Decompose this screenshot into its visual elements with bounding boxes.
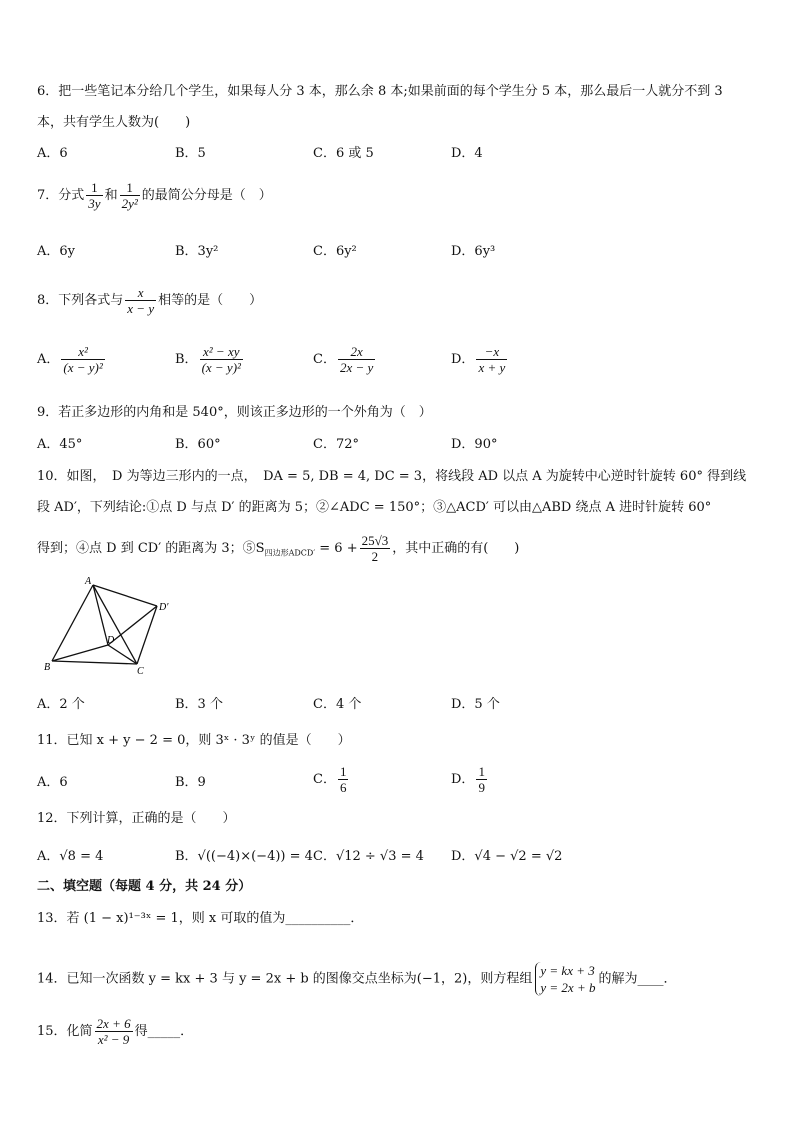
q12-option-c: C．√12 ÷ √3 = 4 bbox=[313, 849, 424, 864]
q7-option-c: C．6y² bbox=[313, 244, 357, 259]
q7-f1-den: 3y bbox=[88, 196, 101, 211]
q14-eq2: y = 2x + b bbox=[540, 980, 596, 995]
q7-option-d: D．6y³ bbox=[451, 244, 496, 259]
q10-option-b: B．3 个 bbox=[175, 697, 223, 712]
q8-option-d bbox=[451, 344, 509, 375]
q8-d-label: D． bbox=[451, 352, 475, 367]
q8-c-fraction bbox=[338, 344, 375, 375]
q8-d-num: −x bbox=[476, 344, 507, 360]
q8-b-num: x² − xy bbox=[200, 344, 243, 360]
q8-stem bbox=[37, 285, 262, 316]
q8-c-label: C． bbox=[313, 352, 336, 367]
q14-pre: 14．已知一次函数 y = kx + 3 与 y = 2x + b 的图像交点坐标为(−1，2)，则方程组 bbox=[37, 971, 533, 987]
q10-line2: 段 AD′，下列结论:①点 D 与点 D′ 的距离为 5；②∠ADC = 150°；③△ACD′ 可以由△ABD 绕点 A 进时针旋转 60° bbox=[37, 500, 712, 515]
q10-fraction bbox=[360, 533, 391, 564]
label-c: C bbox=[137, 666, 144, 677]
q7-f1-num: 1 bbox=[86, 180, 102, 196]
label-d: D bbox=[107, 635, 115, 646]
q8-suffix: 相等的是（ ） bbox=[158, 293, 263, 308]
q8-d-fraction bbox=[476, 344, 507, 375]
q10-line3-eq: = 6 + bbox=[315, 541, 358, 556]
q11-c-fraction bbox=[338, 764, 349, 795]
q8-a-den: (x − y)² bbox=[63, 360, 103, 375]
q10-option-c: C．4 个 bbox=[313, 697, 362, 712]
q12-stem: 12．下列计算，正确的是（ ） bbox=[37, 811, 236, 826]
q8-c-num: 2x bbox=[338, 344, 375, 360]
q7-mid: 和 bbox=[104, 188, 118, 203]
q8-option-b bbox=[175, 344, 245, 375]
q12-option-a: A．√8 = 4 bbox=[37, 849, 104, 864]
q7-f2-den: 2y² bbox=[121, 196, 138, 211]
q9-option-d: D．90° bbox=[451, 437, 498, 452]
q8-prefix: 8．下列各式与 bbox=[37, 293, 124, 308]
q10-line3-pre: 得到；④点 D 到 CD′ 的距离为 3；⑤S bbox=[37, 541, 265, 556]
q13-stem: 13．若 (1 − x)¹⁻³ˣ = 1，则 x 可取的值为__________． bbox=[37, 911, 364, 926]
q14-post: 的解为____． bbox=[598, 971, 677, 987]
q11-d-label: D． bbox=[451, 772, 475, 787]
q7-fraction-2 bbox=[120, 180, 140, 211]
q8-b-fraction bbox=[200, 344, 243, 375]
q15-fraction bbox=[95, 1016, 133, 1047]
q12-option-d: D．√4 − √2 = √2 bbox=[451, 849, 563, 864]
q10-line3 bbox=[37, 533, 519, 564]
q14-system bbox=[535, 962, 595, 996]
q11-d-den: 9 bbox=[478, 780, 485, 795]
q10-option-d: D．5 个 bbox=[451, 697, 500, 712]
q10-line3-sub: 四边形ADCD′ bbox=[264, 548, 316, 558]
q6-option-b: B．5 bbox=[175, 146, 206, 161]
q14-eq1: y = kx + 3 bbox=[540, 963, 595, 978]
edge-bd bbox=[52, 645, 108, 661]
q6-line1: 6．把一些笔记本分给几个学生，如果每人分 3 本，那么余 8 本;如果前面的每个学生分 5 本，那么最后一人就分不到 3 bbox=[37, 84, 723, 99]
label-b: B bbox=[44, 662, 51, 673]
q11-c-den: 6 bbox=[339, 780, 347, 795]
q6-option-d: D．4 bbox=[451, 146, 483, 161]
q8-d-den: x + y bbox=[478, 360, 506, 375]
edge-cd bbox=[108, 645, 137, 664]
q12-option-b: B．√((−4)×(−4)) = 4 bbox=[175, 849, 313, 864]
edge-bc bbox=[52, 661, 137, 664]
q8-option-a bbox=[37, 344, 107, 375]
q8-b-label: B． bbox=[175, 352, 198, 367]
q6-option-a: A．6 bbox=[37, 146, 68, 161]
q11-option-c bbox=[313, 764, 350, 795]
q15-num: 2x + 6 bbox=[96, 1016, 131, 1031]
q8-fraction bbox=[125, 285, 156, 316]
q10-line3-post: ，其中正确的有( ) bbox=[392, 541, 520, 556]
q10-frac-num: 25√3 bbox=[361, 533, 389, 548]
q10-figure bbox=[40, 572, 180, 682]
edge-ab bbox=[52, 585, 93, 661]
q15-den: x² − 9 bbox=[97, 1032, 130, 1047]
q7-suffix: 的最简公分母是（ ） bbox=[141, 188, 272, 203]
q8-c-den: 2x − y bbox=[339, 360, 374, 375]
q9-option-a: A．45° bbox=[37, 437, 83, 452]
q9-option-c: C．72° bbox=[313, 437, 359, 452]
q15-pre: 15．化简 bbox=[37, 1024, 93, 1039]
q11-option-d bbox=[451, 764, 489, 795]
q10-option-a: A．2 个 bbox=[37, 697, 85, 712]
q7-option-b: B．3y² bbox=[175, 244, 219, 259]
q7-fraction-1 bbox=[86, 180, 102, 211]
q14-stem bbox=[37, 962, 676, 996]
q7-stem bbox=[37, 180, 272, 211]
q9-stem: 9．若正多边形的内角和是 540°，则该正多边形的一个外角为（ ） bbox=[37, 405, 432, 420]
label-dp: D′ bbox=[159, 602, 169, 613]
q11-d-num: 1 bbox=[478, 764, 485, 779]
q6-option-c: C．6 或 5 bbox=[313, 146, 374, 161]
q11-c-num: 1 bbox=[339, 764, 347, 779]
label-a: A bbox=[85, 576, 92, 587]
q15-stem bbox=[37, 1016, 193, 1047]
q8-b-den: (x − y)² bbox=[201, 360, 241, 375]
q10-line1: 10．如图， D 为等边三形内的一点， DA = 5, DB = 4, DC = 3，将线段 AD 以点 A 为旋转中心逆时针旋转 60° 得到线 bbox=[37, 469, 747, 484]
q8-f-den: x − y bbox=[127, 301, 155, 316]
edge-ad bbox=[93, 585, 108, 645]
q6-line2: 本，共有学生人数为( ) bbox=[37, 115, 191, 130]
q10-frac-den: 2 bbox=[371, 549, 379, 564]
section-2-title: 二、填空题（每题 4 分，共 24 分） bbox=[37, 879, 252, 894]
q8-option-c bbox=[313, 344, 377, 375]
q7-prefix: 7．分式 bbox=[37, 188, 85, 203]
q7-option-a: A．6y bbox=[37, 244, 76, 259]
q11-d-fraction bbox=[476, 764, 487, 795]
q15-post: 得_____． bbox=[134, 1024, 194, 1039]
q11-stem: 11．已知 x + y − 2 = 0，则 3ˣ · 3ʸ 的值是（ ） bbox=[37, 733, 351, 748]
q8-f-num: x bbox=[125, 285, 156, 301]
q11-option-b: B．9 bbox=[175, 775, 206, 790]
q11-option-a: A．6 bbox=[37, 775, 68, 790]
q9-option-b: B．60° bbox=[175, 437, 221, 452]
q8-a-label: A． bbox=[37, 352, 60, 367]
q8-a-fraction bbox=[61, 344, 104, 375]
q11-c-label: C． bbox=[313, 772, 336, 787]
q8-a-num: x² bbox=[61, 344, 104, 360]
q7-f2-num: 1 bbox=[120, 180, 140, 196]
